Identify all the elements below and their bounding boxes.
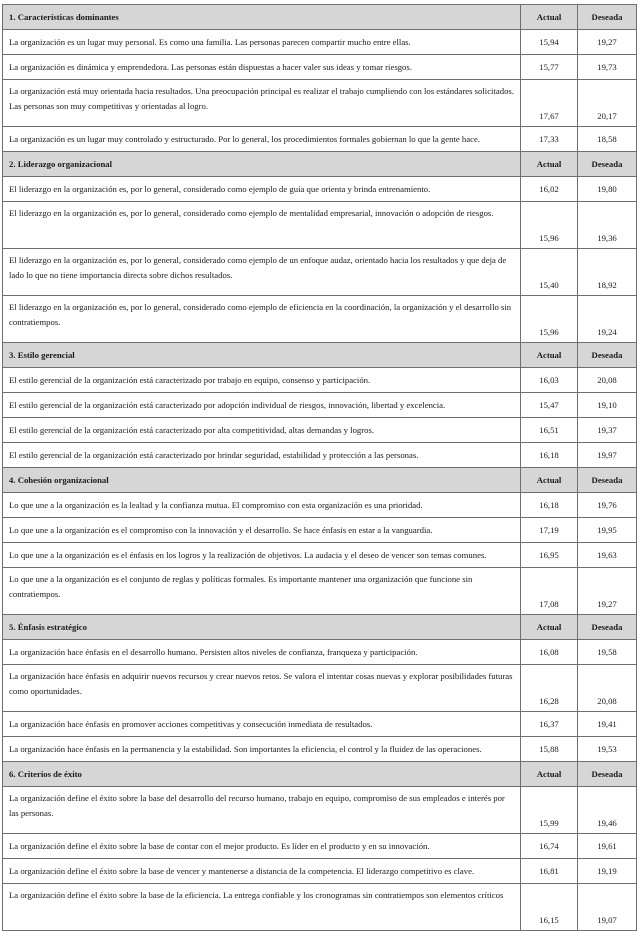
statement-text: La organización hace énfasis en el desarrollo humano. Persisten altos niveles de confianza, franqueza y participación.: [3, 640, 521, 665]
table-row: [3, 30, 637, 55]
actual-score: 15,94: [521, 30, 578, 55]
deseada-score: 19,73: [578, 55, 637, 80]
actual-score: 15,99: [521, 787, 578, 834]
actual-score: 15,77: [521, 55, 578, 80]
statement-text: El liderazgo en la organización es, por lo general, considerado como ejemplo de guía que orienta y brinda entrenamiento.: [3, 177, 521, 202]
table-row: [3, 80, 637, 127]
deseada-score: 19,27: [578, 568, 637, 615]
actual-score: 16,18: [521, 443, 578, 468]
deseada-score: 19,07: [578, 884, 637, 931]
deseada-column-header: Deseada: [578, 5, 637, 30]
deseada-column-header: Deseada: [578, 343, 637, 368]
statement-text: La organización es dinámica y emprendedora. Las personas están dispuestas a hacer valer sus ideas y tomar riesgos.: [3, 55, 521, 80]
table-row: [3, 859, 637, 884]
section-header-row: [3, 468, 637, 493]
table-body: [3, 5, 637, 931]
table-row: [3, 296, 637, 343]
statement-text: Lo que une a la organización es la lealtad y la confianza mutua. El compromiso con esta organización es una prioridad.: [3, 493, 521, 518]
actual-column-header: Actual: [521, 468, 578, 493]
deseada-column-header: Deseada: [578, 152, 637, 177]
statement-text: El estilo gerencial de la organización está caracterizado por brindar seguridad, estabilidad y protección a las personas.: [3, 443, 521, 468]
deseada-score: 19,76: [578, 493, 637, 518]
section-title: 5. Énfasis estratégico: [3, 615, 521, 640]
deseada-score: 19,10: [578, 393, 637, 418]
table-row: [3, 884, 637, 931]
deseada-column-header: Deseada: [578, 468, 637, 493]
table-row: [3, 787, 637, 834]
actual-score: 16,03: [521, 368, 578, 393]
deseada-score: 20,08: [578, 665, 637, 712]
section-header-row: [3, 5, 637, 30]
statement-text: Lo que une a la organización es el compromiso con la innovación y el desarrollo. Se hace énfasis en estar a la vanguardia.: [3, 518, 521, 543]
section-title: 2. Liderazgo organizacional: [3, 152, 521, 177]
statement-text: Lo que une a la organización es el conjunto de reglas y políticas formales. Es importante mantener una organización que funcione sin contratiempos.: [3, 568, 521, 615]
table-row: [3, 249, 637, 296]
table-row: [3, 368, 637, 393]
actual-column-header: Actual: [521, 762, 578, 787]
statement-text: Lo que une a la organización es el énfasis en los logros y la realización de objetivos. La audacia y el deseo de vencer son temas comunes.: [3, 543, 521, 568]
deseada-score: 19,95: [578, 518, 637, 543]
actual-score: 16,95: [521, 543, 578, 568]
actual-score: 15,96: [521, 296, 578, 343]
actual-score: 16,02: [521, 177, 578, 202]
table-row: [3, 55, 637, 80]
statement-text: La organización es un lugar muy personal. Es como una familia. Las personas parecen compartir mucho entre ellas.: [3, 30, 521, 55]
section-header-row: [3, 615, 637, 640]
table-row: [3, 177, 637, 202]
actual-score: 15,47: [521, 393, 578, 418]
statement-text: El estilo gerencial de la organización está caracterizado por alta competitividad, altas demandas y logros.: [3, 418, 521, 443]
actual-score: 17,08: [521, 568, 578, 615]
actual-score: 17,19: [521, 518, 578, 543]
section-title: 3. Estilo gerencial: [3, 343, 521, 368]
deseada-score: 19,19: [578, 859, 637, 884]
table-row: [3, 518, 637, 543]
actual-column-header: Actual: [521, 615, 578, 640]
deseada-score: 19,58: [578, 640, 637, 665]
deseada-score: 18,92: [578, 249, 637, 296]
deseada-score: 19,41: [578, 712, 637, 737]
actual-score: 17,67: [521, 80, 578, 127]
actual-score: 16,08: [521, 640, 578, 665]
culture-assessment-table: [2, 4, 637, 931]
actual-score: 16,37: [521, 712, 578, 737]
section-title: 4. Cohesión organizacional: [3, 468, 521, 493]
deseada-score: 19,80: [578, 177, 637, 202]
actual-score: 15,96: [521, 202, 578, 249]
deseada-column-header: Deseada: [578, 762, 637, 787]
deseada-score: 19,36: [578, 202, 637, 249]
statement-text: El liderazgo en la organización es, por lo general, considerado como ejemplo de mentalidad empresarial, innovación o adopción de riesgos.: [3, 202, 521, 249]
statement-text: La organización define el éxito sobre la base de la eficiencia. La entrega confiable y los cronogramas sin contratiempos son elementos críticos: [3, 884, 521, 931]
statement-text: El estilo gerencial de la organización está caracterizado por trabajo en equipo, consenso y participación.: [3, 368, 521, 393]
actual-column-header: Actual: [521, 5, 578, 30]
statement-text: El estilo gerencial de la organización está caracterizado por adopción individual de riesgos, innovación, libertad y excelencia.: [3, 393, 521, 418]
table-row: [3, 443, 637, 468]
statement-text: La organización define el éxito sobre la base de vencer y mantenerse a distancia de la competencia. El liderazgo competitivo es clave.: [3, 859, 521, 884]
table-row: [3, 202, 637, 249]
statement-text: La organización hace énfasis en la permanencia y la estabilidad. Son importantes la eficiencia, el control y la fluidez de las operaciones.: [3, 737, 521, 762]
statement-text: La organización está muy orientada hacia resultados. Una preocupación principal es realizar el trabajo cumpliendo con los estándares solicitados. Las personas son muy competitivas y orientadas al logro.: [3, 80, 521, 127]
actual-score: 16,28: [521, 665, 578, 712]
deseada-score: 19,61: [578, 834, 637, 859]
actual-score: 16,81: [521, 859, 578, 884]
section-header-row: [3, 343, 637, 368]
table-row: [3, 712, 637, 737]
actual-score: 15,88: [521, 737, 578, 762]
deseada-score: 20,17: [578, 80, 637, 127]
deseada-score: 19,46: [578, 787, 637, 834]
table-row: [3, 127, 637, 152]
deseada-score: 19,53: [578, 737, 637, 762]
deseada-score: 19,97: [578, 443, 637, 468]
table-row: [3, 568, 637, 615]
deseada-score: 20,08: [578, 368, 637, 393]
actual-score: 16,15: [521, 884, 578, 931]
table-row: [3, 493, 637, 518]
table-row: [3, 640, 637, 665]
statement-text: El liderazgo en la organización es, por lo general, considerado como ejemplo de un enfoque audaz, orientado hacia los resultados y que deja de lado lo que no tiene importancia directa sobre dichos resultados.: [3, 249, 521, 296]
actual-score: 17,33: [521, 127, 578, 152]
actual-column-header: Actual: [521, 343, 578, 368]
statement-text: La organización define el éxito sobre la base de contar con el mejor producto. Es líder en el producto y en su innovación.: [3, 834, 521, 859]
table-row: [3, 543, 637, 568]
actual-score: 15,40: [521, 249, 578, 296]
actual-score: 16,74: [521, 834, 578, 859]
deseada-score: 19,63: [578, 543, 637, 568]
statement-text: La organización es un lugar muy controlado y estructurado. Por lo general, los procedimientos formales gobiernan lo que la gente hace.: [3, 127, 521, 152]
section-title: 6. Criterios de éxito: [3, 762, 521, 787]
deseada-score: 19,27: [578, 30, 637, 55]
table-row: [3, 737, 637, 762]
deseada-score: 18,58: [578, 127, 637, 152]
statement-text: El liderazgo en la organización es, por lo general, considerado como ejemplo de eficiencia en la coordinación, la organización y el desarrollo sin contratiempos.: [3, 296, 521, 343]
actual-score: 16,51: [521, 418, 578, 443]
table-row: [3, 665, 637, 712]
statement-text: La organización hace énfasis en adquirir nuevos recursos y crear nuevos retos. Se valora el intentar cosas nuevas y explorar posibilidades futuras como oportunidades.: [3, 665, 521, 712]
table-row: [3, 418, 637, 443]
actual-score: 16,18: [521, 493, 578, 518]
deseada-column-header: Deseada: [578, 615, 637, 640]
statement-text: La organización define el éxito sobre la base del desarrollo del recurso humano, trabajo en equipo, compromiso de sus empleados e interés por las personas.: [3, 787, 521, 834]
statement-text: La organización hace énfasis en promover acciones competitivas y consecución inmediata de resultados.: [3, 712, 521, 737]
section-header-row: [3, 762, 637, 787]
deseada-score: 19,24: [578, 296, 637, 343]
actual-column-header: Actual: [521, 152, 578, 177]
section-title: 1. Características dominantes: [3, 5, 521, 30]
table-row: [3, 834, 637, 859]
deseada-score: 19,37: [578, 418, 637, 443]
section-header-row: [3, 152, 637, 177]
table-row: [3, 393, 637, 418]
